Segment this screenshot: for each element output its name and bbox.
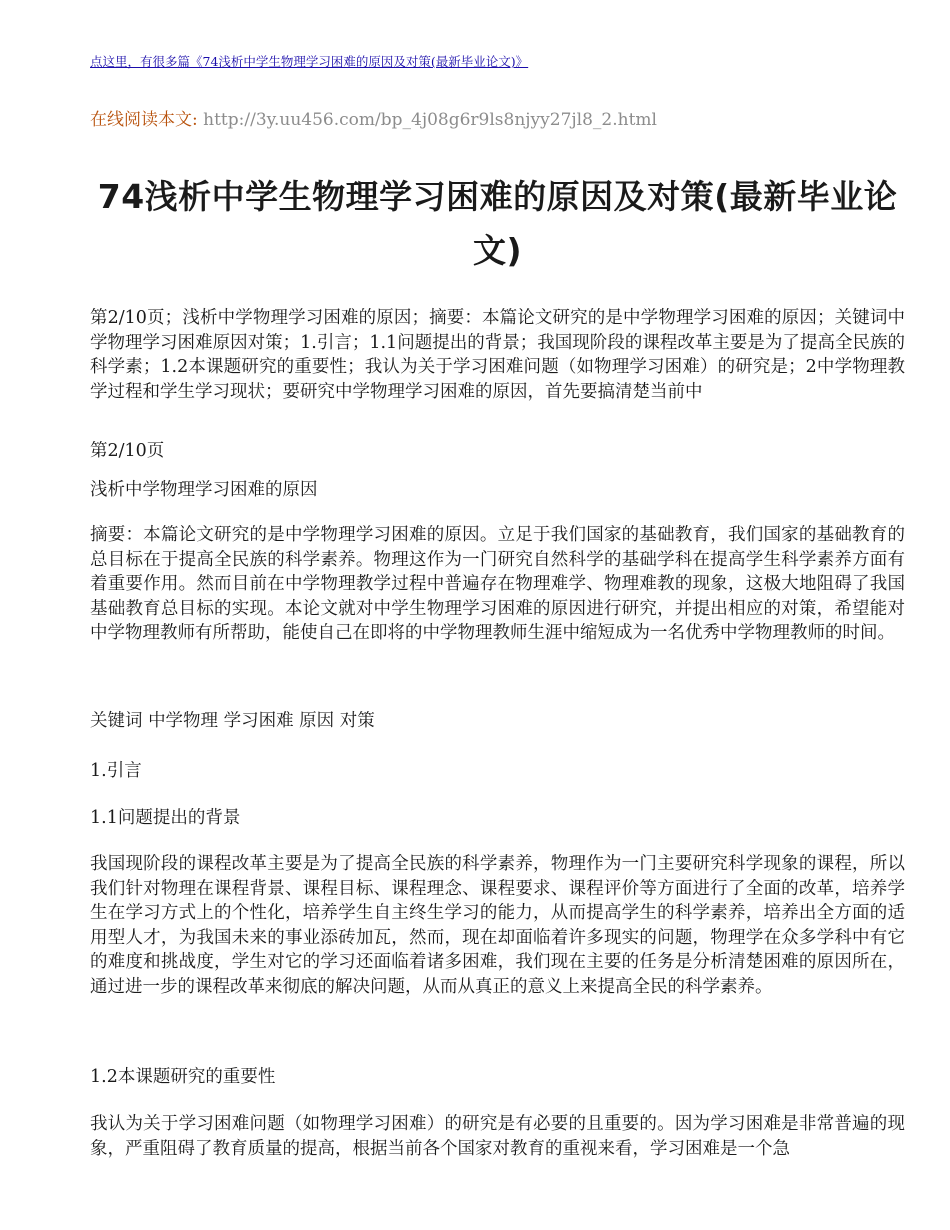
section-heading-importance: 1.2本课题研究的重要性: [90, 1067, 276, 1087]
read-online-label: 在线阅读本文:: [90, 110, 198, 130]
document-title: 74浅析中学生物理学习困难的原因及对策(最新毕业论文): [97, 177, 898, 270]
read-online-url: http://3y.uu456.com/bp_4j08g6r9ls8njyy27jl8_2.html: [203, 110, 657, 130]
paper-subtitle: 浅析中学物理学习困难的原因: [90, 480, 318, 500]
keywords-line: 关键词 中学物理 学习困难 原因 对策: [90, 711, 375, 731]
summary-paragraph: 第2/10页；浅析中学物理学习困难的原因；摘要：本篇论文研究的是中学物理学习困难的原因；关键词中学物理学习困难原因对策；1.引言；1.1问题提出的背景；我国现阶段的课程改革主要是为了提高全民族的科学素；1.2本课题研究的重要性；我认为关于学习困难问题（如物理学习困难）的研究是；2中学物理教学过程和学生学习现状；要研究中学物理学习困难的原因，首先要搞清楚当前中: [90, 308, 905, 402]
read-online-line: [90, 105, 657, 130]
importance-paragraph: 我认为关于学习困难问题（如物理学习困难）的研究是有必要的且重要的。因为学习困难是非常普遍的现象，严重阻碍了教育质量的提高，根据当前各个国家对教育的重视来看，学习困难是一个急: [90, 1114, 905, 1159]
background-paragraph: 我国现阶段的课程改革主要是为了提高全民族的科学素养，物理作为一门主要研究科学现象的课程，所以我们针对物理在课程背景、课程目标、课程理念、课程要求、课程评价等方面进行了全面的改革，培养学生在学习方式上的个性化，培养学生自主终生学习的能力，从而提高学生的科学素养，培养出全方面的适用型人才，为我国未来的事业添砖加瓦，然而，现在却面临着许多现实的问题，物理学在众多学科中有它的难度和挑战度，学生对它的学习还面临着诸多困难，我们现在主要的任务是分析清楚困难的原因所在，通过进一步的课程改革来彻底的解决问题，从而从真正的意义上来提高全民的科学素养。: [90, 854, 905, 997]
related-articles-link[interactable]: 点这里，有很多篇《74浅析中学生物理学习困难的原因及对策(最新毕业论文)》: [90, 54, 529, 69]
section-heading-intro: 1.引言: [90, 761, 142, 781]
page-indicator: 第2/10页: [90, 441, 165, 461]
abstract-paragraph: 摘要：本篇论文研究的是中学物理学习困难的原因。立足于我们国家的基础教育，我们国家的基础教育的总目标在于提高全民族的科学素养。物理这作为一门研究自然科学的基础学科在提高学生科学素养方面有着重要作用。然而目前在中学物理教学过程中普遍存在物理难学、物理难教的现象，这极大地阻碍了我国基础教育总目标的实现。本论文就对中学生物理学习困难的原因进行研究，并提出相应的对策，希望能对中学物理教师有所帮助，能使自己在即将的中学物理教师生涯中缩短成为一名优秀中学物理教师的时间。: [90, 525, 905, 644]
section-heading-background: 1.1问题提出的背景: [90, 808, 241, 828]
